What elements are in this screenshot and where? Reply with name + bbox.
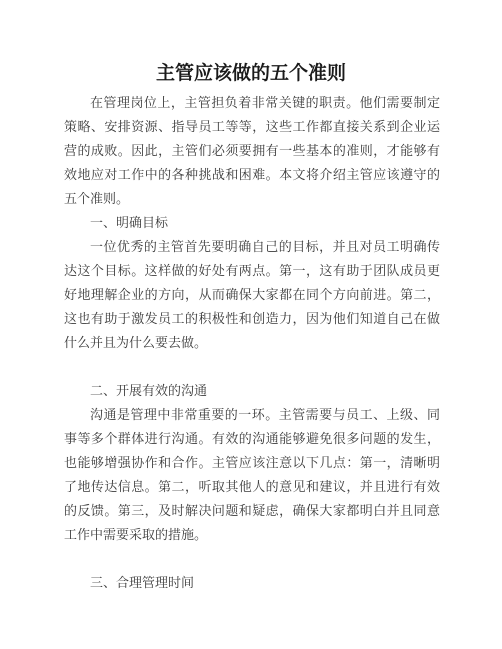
intro-paragraph: 在管理岗位上，主管担负着非常关键的职责。他们需要制定策略、安排资源、指导员工等等，这些工作都直接关系到企业运营的成败。因此，主管们必须要拥有一些基本的准则，才能够有效地应对工作中的各种挑战和困难。本文将介绍主管应该遵守的五个准则。 [64, 96, 440, 207]
document-title: 主管应该做的五个准则 [155, 62, 346, 84]
section-heading-time-management: 三、合理管理时间 [90, 576, 195, 591]
section-heading-goals: 一、明确目标 [90, 216, 169, 231]
section-heading-communication: 二、开展有效的沟通 [90, 384, 208, 399]
section-body-goals: 一位优秀的主管首先要明确自己的目标，并且对员工明确传达这个目标。这样做的好处有两点。第一，这有助于团队成员更好地理解企业的方向，从而确保大家都在同个方向前进。第二，这也有助于激发员工的积极性和创造力，因为他们知道自己在做什么并且为什么要去做。 [64, 240, 440, 351]
section-body-communication: 沟通是管理中非常重要的一环。主管需要与员工、上级、同事等多个群体进行沟通。有效的沟通能够避免很多问题的发生，也能够增强协作和合作。主管应该注意以下几点：第一，清晰明了地传达信息。第二，听取其他人的意见和建议，并且进行有效的反馈。第三，及时解决问题和疑虑，确保大家都明白并且同意工作中需要采取的措施。 [64, 408, 440, 543]
